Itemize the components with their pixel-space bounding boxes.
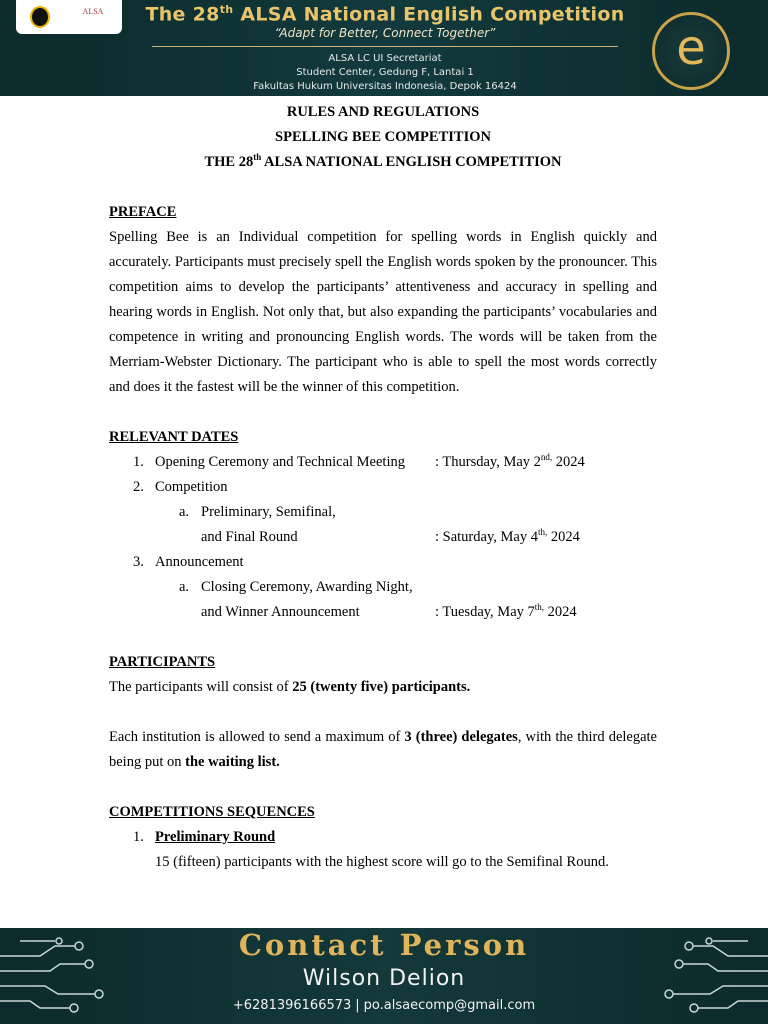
date-subitem-rounds: a. Preliminary, Semifinal, [179, 504, 336, 520]
date-subitem-closing-cont: and Winner Announcement : Tuesday, May $7^{th,}$ 2024 [201, 602, 577, 620]
heading-competition: THE 28th ALSA NATIONAL ENGLISH COMPETITION [204, 152, 562, 170]
contact-details: +6281396166573 | po.alsaecomp@gmail.com [232, 998, 536, 1013]
sequence-item-preliminary: 1. Preliminary Round [133, 829, 276, 845]
date-item-opening: 1. Opening Ceremony and Technical Meeting : Thursday, May $2^{nd,}$ 2024 [133, 452, 585, 470]
contact-name: Wilson Delion [302, 966, 466, 991]
competition-tagline: “Adapt for Better, Connect Together” [274, 26, 496, 40]
date-item-announcement: 3. Announcement [133, 554, 244, 570]
contact-email: po.alsaecomp@gmail.com [363, 998, 536, 1013]
circuit-decoration-icon [658, 936, 768, 1016]
header-divider [152, 46, 618, 47]
heading-rules: RULES AND REGULATIONS [286, 104, 480, 120]
heading-spelling-bee: SPELLING BEE COMPETITION [275, 129, 491, 145]
address-line-2: Student Center, Gedung F, Lantai 1 [296, 67, 474, 78]
participants-delegates: Each institution is allowed to send a maximum of 3 (three) delegates, with the third delegate being put on the waiting list. [109, 729, 657, 770]
document-body [109, 100, 657, 875]
competition-emblem-icon: e [652, 12, 730, 90]
participants-title: PARTICIPANTS [109, 654, 216, 670]
footer-banner [0, 928, 768, 1024]
address-line-3: Fakultas Hukum Universitas Indonesia, Depok 16424 [253, 81, 517, 92]
preface-body: Spelling Bee is an Individual competition for spelling words in English quickly and accurately. Participants must precisely spell the English words spoken by the pronouncer. This competition aims to develop the participants’ attentiveness and accuracy in spelling and hearing words in English. Not only that, but also expanding the participants’ vocabularies and competence in writing and pronouncing English words. The words will be taken from the Merriam-Webster Dictionary. The participant who is able to spell the most words correctly and does it the fastest will be the winner of this competition. [109, 229, 657, 395]
contact-person-title: Contact Person [238, 928, 530, 962]
date-subitem-closing: a. Closing Ceremony, Awarding Night, [179, 579, 413, 595]
dates-title: RELEVANT DATES [109, 429, 239, 445]
sequence-item-preliminary-text: 15 (fifteen) participants with the highest score will go to the Semifinal Round. [155, 854, 609, 870]
sequence-title: COMPETITIONS SEQUENCES [109, 804, 315, 820]
alsa-logo-icon: ALSA [82, 7, 104, 16]
header-banner [0, 0, 768, 96]
address-line-1: ALSA LC UI Secretariat [328, 53, 442, 64]
date-item-competition: 2. Competition [133, 479, 228, 495]
circuit-decoration-icon [0, 936, 110, 1016]
date-subitem-rounds-cont: and Final Round : Saturday, May $4^{th,}$ 2024 [201, 527, 580, 545]
contact-phone: +6281396166573 [232, 998, 352, 1013]
participants-count: The participants will consist of 25 (twenty five) participants. [109, 679, 471, 695]
partner-logos [16, 0, 122, 34]
preface-title: PREFACE [109, 204, 177, 220]
competition-title: The 28th ALSA National English Competition [145, 3, 625, 26]
university-logo-icon [30, 6, 50, 28]
